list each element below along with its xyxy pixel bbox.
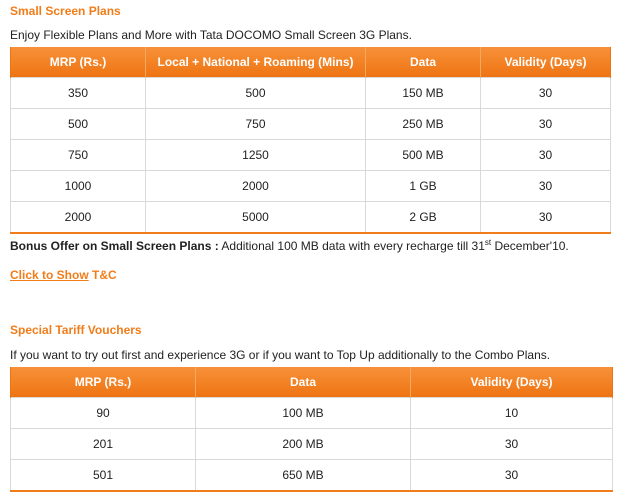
table-row <box>11 460 613 492</box>
cell-minutes: 2000 <box>146 171 366 202</box>
column-header-validity: Validity (Days) <box>481 47 611 78</box>
cell-data: 1 GB <box>366 171 481 202</box>
cell-validity: 30 <box>411 429 613 460</box>
cell-mrp: 750 <box>11 140 146 171</box>
cell-validity: 30 <box>481 202 611 234</box>
cell-data: 2 GB <box>366 202 481 234</box>
cell-mrp: 2000 <box>11 202 146 234</box>
table-row <box>11 398 613 429</box>
cell-mrp: 90 <box>11 398 196 429</box>
table-header-row <box>11 367 613 398</box>
cell-mrp: 500 <box>11 109 146 140</box>
column-header-data: Data <box>196 367 411 398</box>
cell-data: 650 MB <box>196 460 411 492</box>
column-header-data: Data <box>366 47 481 78</box>
table-row <box>11 171 611 202</box>
cell-mrp: 350 <box>11 78 146 109</box>
special-tariff-vouchers-table <box>10 367 613 492</box>
table-row <box>11 78 611 109</box>
cell-data: 250 MB <box>366 109 481 140</box>
table-row <box>11 202 611 234</box>
cell-validity: 10 <box>411 398 613 429</box>
cell-validity: 30 <box>481 109 611 140</box>
cell-minutes: 5000 <box>146 202 366 234</box>
small-screen-plans-description: Enjoy Flexible Plans and More with Tata DOCOMO Small Screen 3G Plans. <box>10 28 412 42</box>
cell-data: 100 MB <box>196 398 411 429</box>
column-header-minutes: Local + National + Roaming (Mins) <box>146 47 366 78</box>
special-tariff-vouchers-description: If you want to try out first and experience 3G or if you want to Top Up additionally to the Combo Plans. <box>10 348 551 362</box>
bonus-offer-date: December'10. <box>491 239 569 253</box>
cell-minutes: 1250 <box>146 140 366 171</box>
terms-label: T&C <box>88 268 117 282</box>
special-tariff-vouchers-title: Special Tariff Vouchers <box>10 323 142 337</box>
cell-mrp: 1000 <box>11 171 146 202</box>
cell-mrp: 201 <box>11 429 196 460</box>
column-header-mrp: MRP (Rs.) <box>11 47 146 78</box>
cell-data: 500 MB <box>366 140 481 171</box>
table-row <box>11 429 613 460</box>
bonus-offer-label: Bonus Offer on Small Screen Plans : <box>10 239 219 253</box>
cell-mrp: 501 <box>11 460 196 492</box>
column-header-validity: Validity (Days) <box>411 367 613 398</box>
cell-validity: 30 <box>411 460 613 492</box>
bonus-offer-ordinal: st <box>484 238 492 247</box>
cell-data: 150 MB <box>366 78 481 109</box>
show-terms-link[interactable]: Click to Show <box>10 268 89 282</box>
cell-validity: 30 <box>481 78 611 109</box>
small-screen-plans-table <box>10 47 611 234</box>
table-header-row <box>11 47 611 78</box>
small-screen-plans-title: Small Screen Plans <box>10 4 121 18</box>
terms-row <box>10 268 117 282</box>
column-header-mrp: MRP (Rs.) <box>11 367 196 398</box>
table-row <box>11 140 611 171</box>
bonus-offer-body: Additional 100 MB data with every recharge till 31 <box>218 239 485 253</box>
cell-validity: 30 <box>481 140 611 171</box>
table-row <box>11 109 611 140</box>
cell-minutes: 750 <box>146 109 366 140</box>
cell-validity: 30 <box>481 171 611 202</box>
cell-minutes: 500 <box>146 78 366 109</box>
bonus-offer-text <box>10 238 569 253</box>
cell-data: 200 MB <box>196 429 411 460</box>
